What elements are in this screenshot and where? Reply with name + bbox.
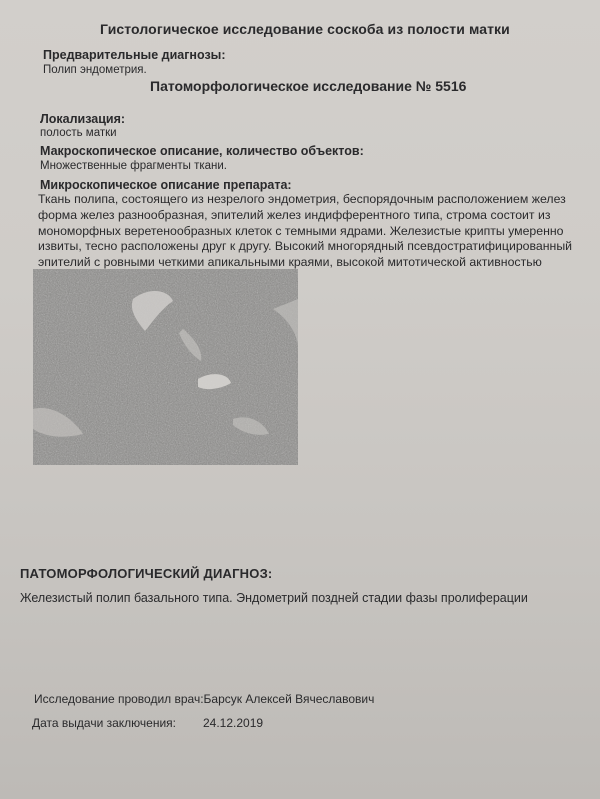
diagnosis-label: ПАТОМОРФОЛОГИЧЕСКИЙ ДИАГНОЗ:	[20, 566, 273, 581]
exam-title: Патоморфологическое исследование № 5516	[150, 78, 467, 94]
micrograph-svg	[33, 269, 298, 465]
preliminary-diagnosis-label: Предварительные диагнозы:	[43, 48, 226, 62]
localization-value: полость матки	[40, 127, 117, 139]
microscopic-line: форма желез разнообразная, эпителий желез индифферентного типа, строма состоит из	[38, 208, 551, 222]
microscopic-line: извиты, тесно расположены друг к другу. Высокий многорядный псевдостратифицированный	[38, 239, 573, 253]
microscopic-line: Ткань полипа, состоящего из незрелого эндометрия, беспорядочным расположением желез	[38, 192, 566, 206]
preliminary-diagnosis-value: Полип эндометрия.	[43, 64, 147, 76]
microscopic-line: мономорфных веретенообразных клеток с темными ядрами. Железистые крипты умеренно	[38, 224, 564, 238]
microscopic-line: эпителий с ровными четкими апикальными краями, высокой митотической активностью	[38, 255, 542, 269]
issue-date-label: Дата выдачи заключения:	[32, 716, 176, 730]
localization-label: Локализация:	[40, 112, 126, 126]
microscopic-label: Микроскопическое описание препарата:	[40, 178, 292, 192]
document-title: Гистологическое исследование соскоба из полости матки	[100, 21, 510, 37]
diagnosis-value: Железистый полип базального типа. Эндометрий поздней стадии фазы пролиферации	[20, 591, 528, 605]
micrograph-image	[33, 269, 298, 465]
macroscopic-label: Макроскопическое описание, количество объектов:	[40, 144, 364, 158]
examining-doctor: Исследование проводил врач:Барсук Алексей Вячеславович	[34, 692, 375, 706]
macroscopic-value: Множественные фрагменты ткани.	[40, 160, 227, 172]
issue-date-value: 24.12.2019	[203, 716, 264, 730]
